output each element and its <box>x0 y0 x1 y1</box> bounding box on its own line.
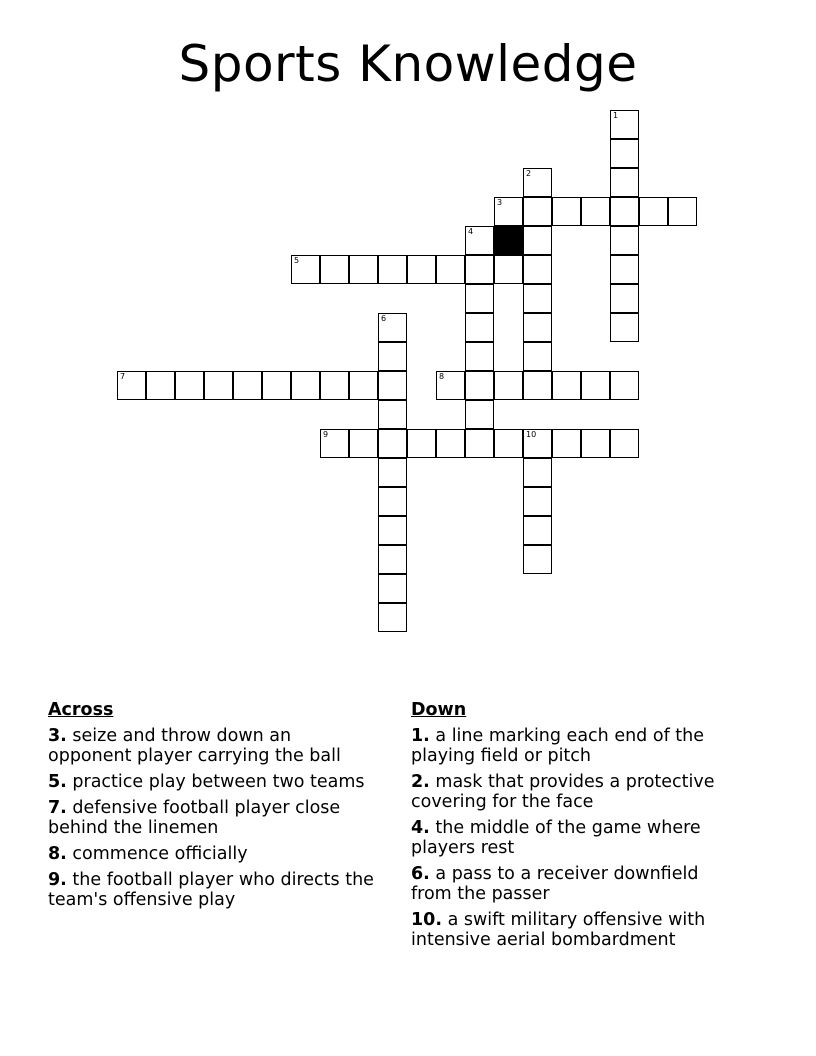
grid-cell[interactable] <box>146 371 175 400</box>
grid-cell[interactable] <box>523 342 552 371</box>
clue-down-2 <box>411 772 741 812</box>
grid-cell[interactable] <box>378 458 407 487</box>
across-heading: Across <box>48 700 114 720</box>
cell-number: 3 <box>497 198 503 207</box>
grid-cell[interactable] <box>320 429 349 458</box>
grid-cell[interactable] <box>523 284 552 313</box>
grid-cell[interactable] <box>117 371 146 400</box>
clue-across-7 <box>48 798 378 838</box>
cell-number: 6 <box>381 314 387 323</box>
grid-cell[interactable] <box>465 429 494 458</box>
clue-text: commence officially <box>72 844 248 864</box>
grid-cell[interactable] <box>639 197 668 226</box>
grid-cell[interactable] <box>668 197 697 226</box>
cell-number: 7 <box>120 372 126 381</box>
grid-cell[interactable] <box>465 284 494 313</box>
grid-cell[interactable] <box>610 255 639 284</box>
grid-cell[interactable] <box>581 429 610 458</box>
grid-cell[interactable] <box>378 371 407 400</box>
clue-across-3 <box>48 726 378 766</box>
cell-number: 4 <box>468 227 474 236</box>
clue-number: 3. <box>48 726 67 746</box>
grid-cell[interactable] <box>610 139 639 168</box>
grid-cell[interactable] <box>610 110 639 139</box>
page-title: Sports Knowledge <box>178 35 638 93</box>
clue-number: 1. <box>411 726 430 746</box>
clue-text: defensive football player close behind the linemen <box>48 798 341 838</box>
grid-cell[interactable] <box>610 197 639 226</box>
clue-number: 9. <box>48 870 67 890</box>
grid-cell[interactable] <box>436 371 465 400</box>
clue-text: a line marking each end of the playing field or pitch <box>411 726 705 766</box>
cell-number: 5 <box>294 256 300 265</box>
grid-cell[interactable] <box>407 255 436 284</box>
clue-text: the football player who directs the team's offensive play <box>48 870 374 910</box>
clue-text: seize and throw down an opponent player carrying the ball <box>48 726 341 766</box>
clue-down-6 <box>411 864 741 904</box>
grid-cell[interactable] <box>378 574 407 603</box>
grid-cell[interactable] <box>349 255 378 284</box>
grid-cell[interactable] <box>523 516 552 545</box>
grid-cell[interactable] <box>494 371 523 400</box>
grid-cell[interactable] <box>349 371 378 400</box>
grid-cell[interactable] <box>378 255 407 284</box>
clue-across-5 <box>48 772 378 792</box>
grid-cell[interactable] <box>523 313 552 342</box>
grid-cell[interactable] <box>465 226 494 255</box>
clue-down-10 <box>411 910 741 950</box>
clue-across-8 <box>48 844 378 864</box>
grid-cell[interactable] <box>378 603 407 632</box>
grid-cell[interactable] <box>523 226 552 255</box>
grid-cell[interactable] <box>523 197 552 226</box>
grid-cell[interactable] <box>581 371 610 400</box>
down-heading: Down <box>411 700 467 720</box>
cell-number: 1 <box>613 111 619 120</box>
grid-block-cell <box>494 226 523 255</box>
grid-cell[interactable] <box>378 429 407 458</box>
clue-number: 5. <box>48 772 67 792</box>
grid-cell[interactable] <box>610 429 639 458</box>
grid-cell[interactable] <box>291 255 320 284</box>
clue-number: 7. <box>48 798 67 818</box>
grid-cell[interactable] <box>610 284 639 313</box>
clue-text: the middle of the game where players rest <box>411 818 701 858</box>
clue-down-1 <box>411 726 741 766</box>
grid-cell[interactable] <box>465 371 494 400</box>
grid-cell[interactable] <box>494 429 523 458</box>
grid-cell[interactable] <box>523 458 552 487</box>
grid-cell[interactable] <box>552 429 581 458</box>
grid-cell[interactable] <box>262 371 291 400</box>
clue-text: mask that provides a protective covering for the face <box>411 772 715 812</box>
grid-cell[interactable] <box>610 226 639 255</box>
clue-text: a swift military offensive with intensive aerial bombardment <box>411 910 706 950</box>
grid-cell[interactable] <box>407 429 436 458</box>
grid-cell[interactable] <box>494 255 523 284</box>
cell-number: 8 <box>439 372 445 381</box>
grid-cell[interactable] <box>320 371 349 400</box>
clue-down-4 <box>411 818 741 858</box>
grid-cell[interactable] <box>523 429 552 458</box>
clue-number: 2. <box>411 772 430 792</box>
clue-number: 4. <box>411 818 430 838</box>
across-clues <box>48 700 378 916</box>
clue-number: 8. <box>48 844 67 864</box>
grid-cell[interactable] <box>233 371 262 400</box>
clue-text: practice play between two teams <box>72 772 365 792</box>
grid-cell[interactable] <box>378 487 407 516</box>
grid-cell[interactable] <box>610 168 639 197</box>
grid-cell[interactable] <box>320 255 349 284</box>
grid-cell[interactable] <box>378 400 407 429</box>
grid-cell[interactable] <box>175 371 204 400</box>
grid-cell[interactable] <box>465 313 494 342</box>
grid-cell[interactable] <box>291 371 320 400</box>
grid-cell[interactable] <box>204 371 233 400</box>
grid-cell[interactable] <box>378 545 407 574</box>
grid-cell[interactable] <box>610 371 639 400</box>
grid-cell[interactable] <box>465 400 494 429</box>
grid-cell[interactable] <box>378 516 407 545</box>
grid-cell[interactable] <box>523 371 552 400</box>
grid-cell[interactable] <box>378 342 407 371</box>
clue-across-9 <box>48 870 378 910</box>
clue-number: 10. <box>411 910 443 930</box>
grid-cell[interactable] <box>523 255 552 284</box>
grid-cell[interactable] <box>552 197 581 226</box>
grid-cell[interactable] <box>581 197 610 226</box>
grid-cell[interactable] <box>465 255 494 284</box>
down-clues <box>411 700 741 956</box>
grid-cell[interactable] <box>523 545 552 574</box>
clue-text: a pass to a receiver downfield from the passer <box>411 864 699 904</box>
cell-number: 9 <box>323 430 329 439</box>
grid-cell[interactable] <box>523 168 552 197</box>
cell-number: 10 <box>526 430 537 439</box>
grid-cell[interactable] <box>523 487 552 516</box>
grid-cell[interactable] <box>378 313 407 342</box>
grid-cell[interactable] <box>494 197 523 226</box>
grid-cell[interactable] <box>610 313 639 342</box>
grid-cell[interactable] <box>465 342 494 371</box>
cell-number: 2 <box>526 169 532 178</box>
clue-number: 6. <box>411 864 430 884</box>
grid-cell[interactable] <box>349 429 378 458</box>
grid-cell[interactable] <box>436 429 465 458</box>
grid-cell[interactable] <box>436 255 465 284</box>
grid-cell[interactable] <box>552 371 581 400</box>
